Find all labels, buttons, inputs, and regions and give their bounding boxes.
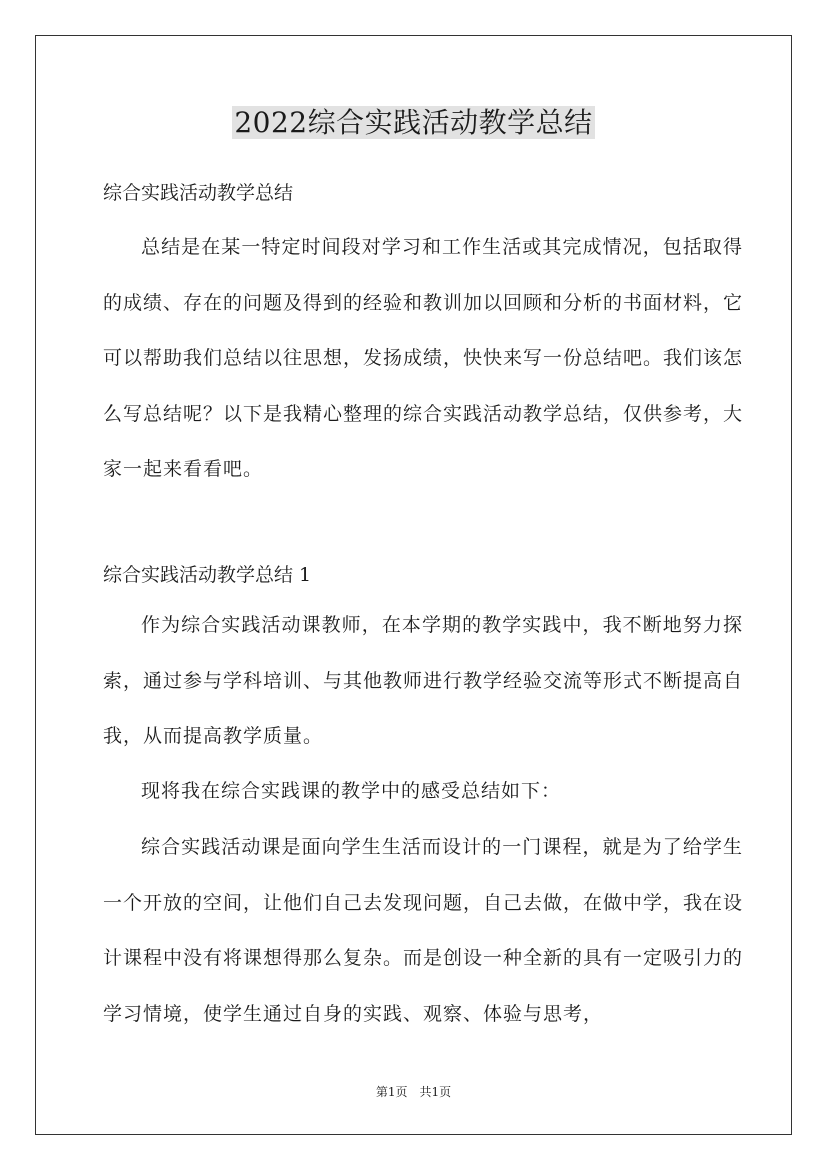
page-footer: 第1页 共1页 [375,1085,452,1099]
section-1-paragraph-3: 综合实践活动课是面向学生生活而设计的一门课程，就是为了给学生一个开放的空间，让他们自己去发现问题，自己去做，在做中学，我在设计课程中没有将课想得那么复杂。而是创设一种全新的具有一定吸引力的学习情境，使学生通过自身的实践、观察、体验与思考， [103,836,744,1025]
subtitle-heading: 综合实践活动教学总结 [103,182,294,204]
document-title-text: 2022综合实践活动教学总结 [234,106,593,139]
section-1-paragraph-2: 现将我在综合实践课的教学中的感受总结如下： [141,780,562,802]
section-1-paragraph-1: 作为综合实践活动课教师，在本学期的教学实践中，我不断地努力探索，通过参与学科培训、与其他教师进行教学经验交流等形式不断提高自我，从而提高教学质量。 [103,614,744,747]
intro-paragraph: 总结是在某一特定时间段对学习和工作生活或其完成情况，包括取得的成绩、存在的问题及得到的经验和教训加以回顾和分析的书面材料，它可以帮助我们总结以往思想，发扬成绩，快快来写一份总结吧。我们该怎么写总结呢？以下是我精心整理的综合实践活动教学总结，仅供参考，大家一起来看看吧。 [103,236,744,480]
section-1-heading: 综合实践活动教学总结 1 [103,564,312,586]
document-title [0,98,827,148]
